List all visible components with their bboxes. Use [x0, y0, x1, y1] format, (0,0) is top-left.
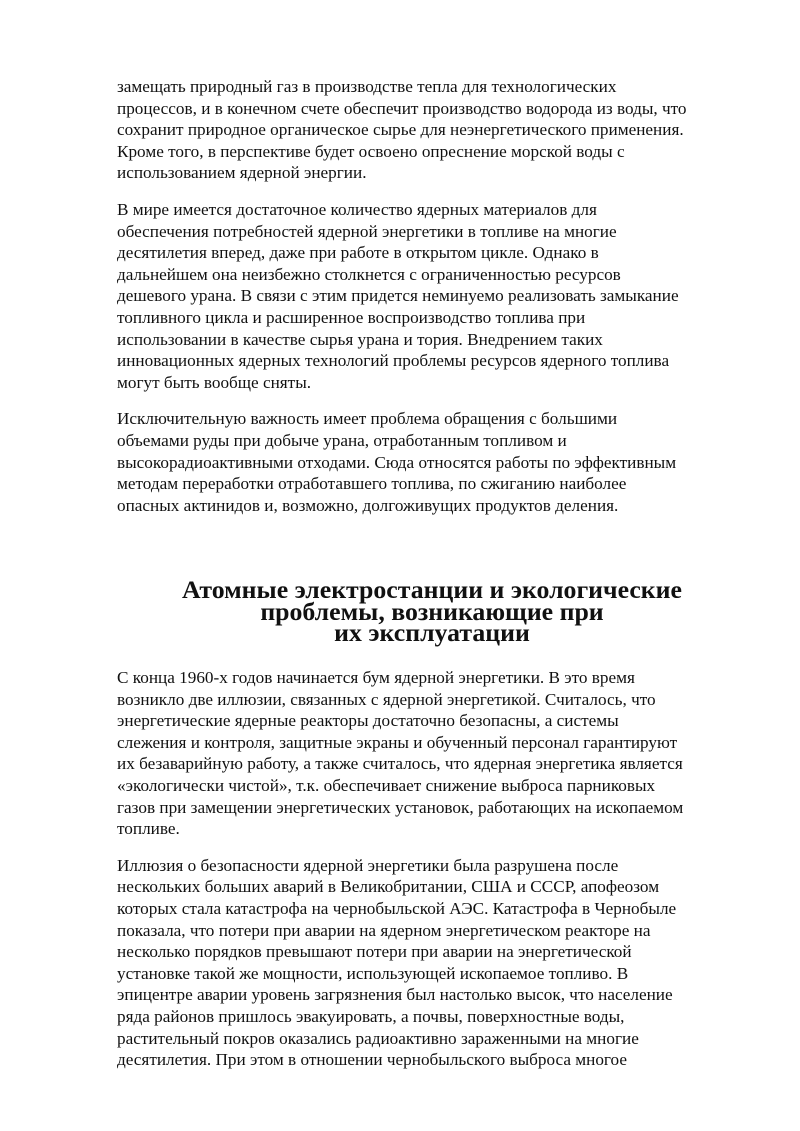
paragraph-natural-gas-replacement: замещать природный газ в производстве тепла для технологических процессов, и в конечном счете обеспечит производство водорода из воды, что сохранит природное органическое сырье для неэнергетического применения. Кроме того, в перспективе будет освоено опреснение морской воды с использованием ядерной энергии. — [117, 77, 687, 183]
paragraph-nuclear-boom: С конца 1960-х годов начинается бум ядерной энергетики. В это время возникло две иллюзии, связанных с ядерной энергетикой. Считалось, что энергетические ядерные реакторы достаточно безопасны, а системы слежения и контроля, защитные экраны и обученный персонал гарантируют их безаварийную работу, а также считалось, что ядерная энергетика является «экологически чистой», т.к. обеспечивает снижение выброса парниковых газов при замещении энергетических установок, работающих на ископаемом топливе. — [117, 668, 684, 839]
document-body — [117, 76, 747, 1086]
paragraph-waste-handling: Исключительную важность имеет проблема обращения с большими объемами руды при добыче урана, отработанным топливом и высокорадиоактивными отходами. Сюда относятся работы по эффективным методам переработки отработавшего топлива, по сжиганию наиболее опасных актинидов и, возможно, долгоживущих продуктов деления. — [117, 409, 677, 515]
section-heading: Атомные электростанции и экологические проблемы, возникающие при их эксплуатации — [182, 575, 682, 648]
paragraph-nuclear-materials-reserves: В мире имеется достаточное количество ядерных материалов для обеспечения потребностей ядерной энергетики в топливе на многие десятилетия вперед, даже при работе в открытом цикле. Однако в дальнейшем она неизбежно столкнется с ограниченностью ресурсов дешевого урана. В связи с этим придется неминуемо реализовать замыкание топливного цикла и расширенное воспроизводство топлива при использовании в качестве сырья урана и тория. Внедрением таких инновационных ядерных технологий проблемы ресурсов ядерного топлива могут быть вообще сняты. — [117, 199, 679, 392]
paragraph-safety-illusion: Иллюзия о безопасности ядерной энергетики была разрушена после нескольких больших аварий в Великобритании, США и СССР, апофеозом которых стала катастрофа на чернобыльской АЭС. Катастрофа в Чернобыле показала, что потери при аварии на ядерном энергетическом реакторе на несколько порядков превышают потери при аварии на энергетической установке такой же мощности, использующей ископаемое топливо. В эпицентре аварии уровень загрязнения был настолько высок, что население ряда районов пришлось эвакуировать, а почвы, поверхностные воды, растительный покров оказались радиоактивно зараженными на многие десятилетия. При этом в отношении чернобыльского выброса многое — [117, 855, 677, 1070]
